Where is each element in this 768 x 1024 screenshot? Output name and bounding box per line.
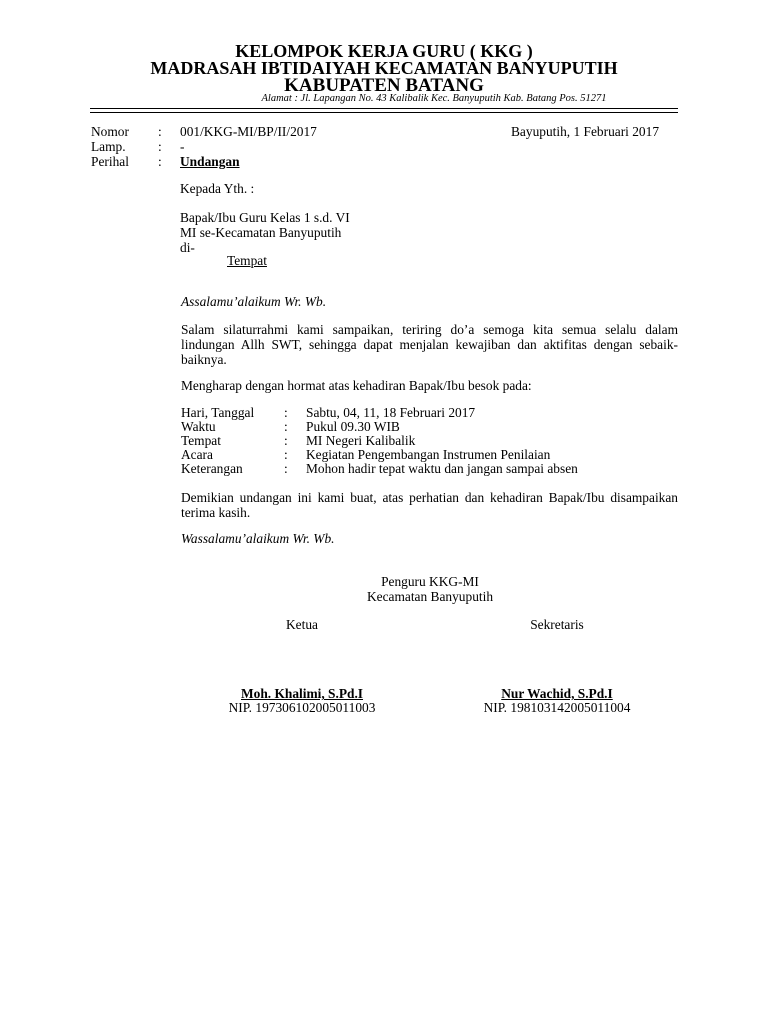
recipient-line-1: Bapak/Ibu Guru Kelas 1 s.d. VI	[180, 210, 350, 225]
detail-label: Waktu	[181, 419, 216, 434]
school-name: MADRASAH IBTIDAIYAH KECAMATAN BANYUPUTIH	[150, 58, 618, 78]
ketua-title: Ketua	[286, 617, 318, 632]
body-paragraph-2: Mengharap dengan hormat atas kehadiran Bapak/Ibu besok pada:	[181, 378, 532, 393]
nomor-colon: :	[158, 124, 162, 139]
detail-value: Kegiatan Pengembangan Instrumen Penilaian	[306, 447, 551, 462]
detail-label: Acara	[181, 447, 213, 462]
header-rule-thin	[90, 112, 678, 113]
lamp-colon: :	[158, 139, 162, 154]
address-line: Alamat : Jl. Lapangan No. 43 Kalibalik Kec. Banyuputih Kab. Batang Pos. 51271	[261, 93, 607, 104]
perihal-label: Perihal	[91, 154, 129, 169]
sekretaris-title: Sekretaris	[530, 617, 584, 632]
perihal-value: Undangan	[180, 154, 240, 169]
body-paragraph-3: Demikian undangan ini kami buat, atas perhatian dan kehadiran Bapak/Ibu disampaikan terima kasih.	[181, 490, 678, 520]
ketua-nip: NIP. 197306102005011003	[228, 700, 376, 715]
detail-colon: :	[284, 461, 288, 476]
body-paragraph-1: Salam silaturrahmi kami sampaikan, teriring do’a semoga kita semua selalu dalam lindungan Allh SWT, sehingga dapat menjalan kewajiban dan aktifitas dengan sebaik-baiknya.	[181, 322, 678, 367]
detail-label: Hari, Tanggal	[181, 405, 255, 420]
lamp-value: -	[180, 139, 185, 154]
detail-value: Pukul 09.30 WIB	[306, 419, 400, 434]
signature-org-line-2: Kecamatan Banyuputih	[366, 589, 494, 604]
recipient-line-2: MI se-Kecamatan Banyuputih	[180, 225, 342, 240]
nomor-label: Nomor	[91, 124, 129, 139]
detail-value: MI Negeri Kalibalik	[306, 433, 416, 448]
signature-org-line-1: Penguru KKG-MI	[381, 574, 479, 589]
detail-colon: :	[284, 447, 288, 462]
nomor-value: 001/KKG-MI/BP/II/2017	[180, 124, 317, 139]
sekretaris-name: Nur Wachid, S.Pd.I	[501, 686, 613, 701]
recipient-place: Tempat	[227, 253, 267, 268]
lamp-label: Lamp.	[91, 139, 126, 154]
recipient-greeting: Kepada Yth. :	[180, 181, 255, 196]
detail-colon: :	[284, 433, 288, 448]
detail-label: Tempat	[181, 433, 221, 448]
detail-value: Mohon hadir tepat waktu dan jangan sampai absen	[306, 461, 578, 476]
place-date: Bayuputih, 1 Februari 2017	[511, 124, 660, 139]
ketua-name: Moh. Khalimi, S.Pd.I	[240, 686, 364, 701]
regency-name: KABUPATEN BATANG	[284, 75, 484, 96]
closing-salam: Wassalamu’alaikum Wr. Wb.	[181, 531, 335, 546]
org-name: KELOMPOK KERJA GURU ( KKG )	[235, 41, 533, 61]
detail-colon: :	[284, 419, 288, 434]
recipient-line-3: di-	[180, 240, 195, 255]
perihal-colon: :	[158, 154, 162, 169]
detail-value: Sabtu, 04, 11, 18 Februari 2017	[306, 405, 476, 420]
detail-label: Keterangan	[181, 461, 243, 476]
opening-salam: Assalamu’alaikum Wr. Wb.	[181, 294, 327, 309]
header-rule-thick	[90, 108, 678, 109]
detail-colon: :	[284, 405, 288, 420]
sekretaris-nip: NIP. 198103142005011004	[483, 700, 631, 715]
